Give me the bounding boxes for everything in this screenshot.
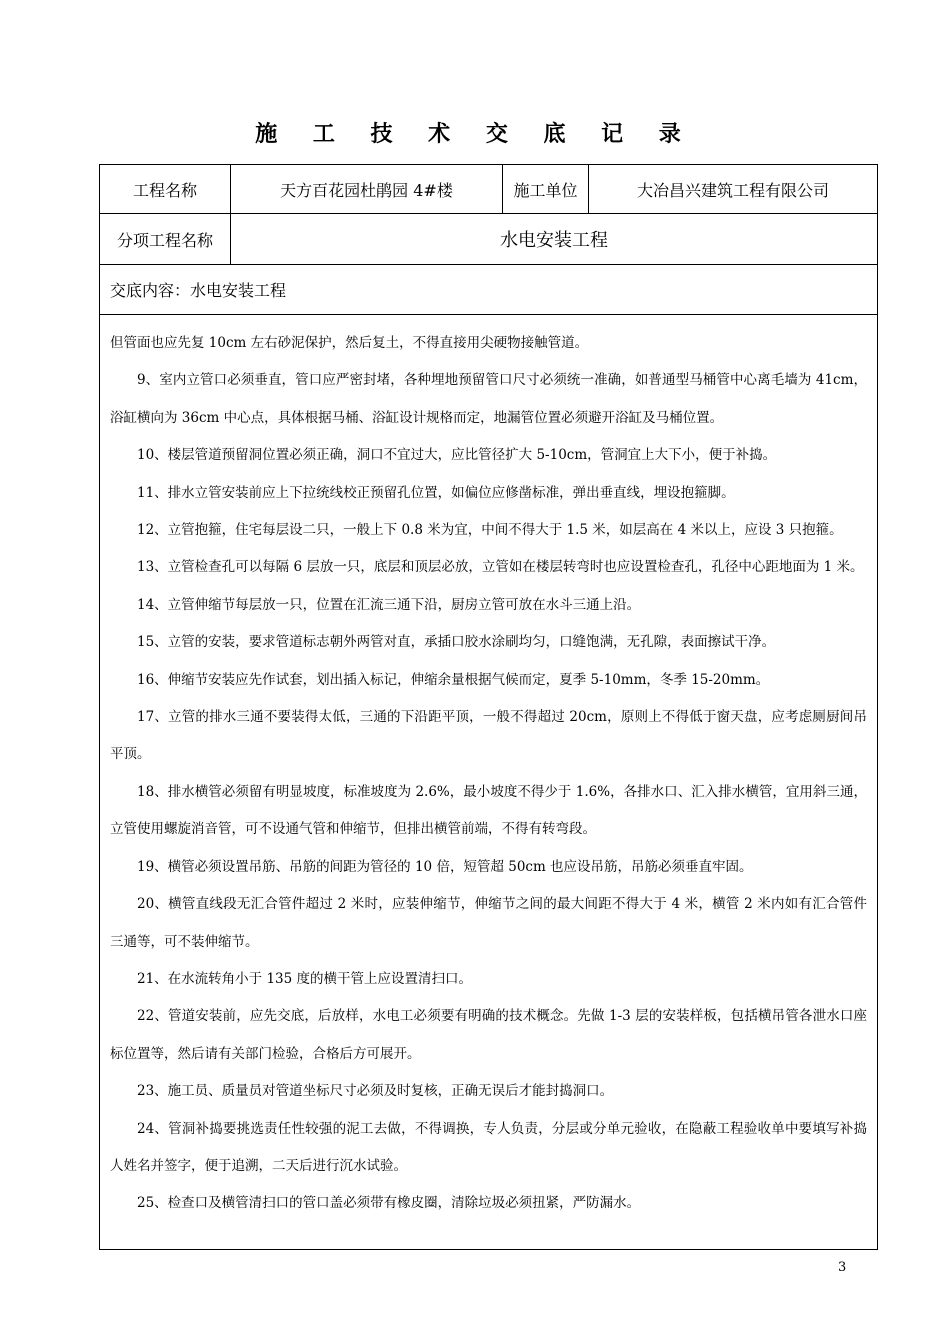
paragraph: 14、立管伸缩节每层放一只，位置在汇流三通下沿，厨房立管可放在水斗三通上沿。	[137, 596, 641, 613]
project-name-value: 天方百花园杜鹃园 4#楼	[231, 165, 503, 214]
project-name-label: 工程名称	[100, 165, 231, 214]
document-title: 施 工 技 术 交 底 记 录	[255, 121, 695, 147]
paragraph: 22、管道安装前，应先交底，后放样，水电工必须要有明确的技术概念。先做 1-3 层的安装样板，包括横吊管各泄水口座标位置等，然后请有关部门检验，合格后方可展开。	[110, 1008, 867, 1062]
paragraph: 11、排水立管安装前应上下拉统线校正预留孔位置，如偏位应修凿标准，弹出垂直线，埋设抱箍脚。	[137, 484, 735, 501]
subproject-label: 分项工程名称	[100, 214, 231, 265]
paragraph: 24、管洞补捣要挑选责任性较强的泥工去做，不得调换，专人负责，分层或分单元验收，在隐蔽工程验收单中要填写补捣人姓名并签字，便于追溯，二天后进行沉水试验。	[110, 1120, 867, 1174]
paragraph: 25、检查口及横管清扫口的管口盖必须带有橡皮圈，清除垃圾必须扭紧，严防漏水。	[137, 1195, 641, 1212]
paragraph: 13、立管检查孔可以每隔 6 层放一只，底层和顶层必放，立管如在楼层转弯时也应设置检查孔，孔径中心距地面为 1 米。	[137, 559, 864, 576]
paragraph: 但管面也应先复 10cm 左右砂泥保护，然后复土，不得直接用尖硬物接触管道。	[110, 335, 589, 351]
contractor-label: 施工单位	[503, 165, 589, 214]
page-number: 3	[838, 1260, 847, 1275]
contractor-value: 大冶昌兴建筑工程有限公司	[589, 165, 878, 214]
paragraph: 15、立管的安装，要求管道标志朝外两管对直，承插口胶水涂刷均匀，口缝饱满，无孔隙，表面擦试干净。	[137, 634, 776, 651]
paragraph: 9、室内立管口必须垂直，管口应严密封堵，各种埋地预留管口尺寸必须统一准确，如普通型马桶管中心离毛墙为 41cm，浴缸横向为 36cm 中心点，具体根据马桶、浴缸设计规格而定，地漏管位置必须避开浴缸及马桶位置。	[110, 372, 867, 426]
paragraph: 16、伸缩节安装应先作试套，划出插入标记，伸缩余量根据气候而定，夏季 5-10mm，冬季 15-20mm。	[137, 671, 770, 688]
content-body	[100, 315, 878, 1250]
content-label: 交底内容：水电安装工程	[100, 265, 878, 315]
paragraph: 19、横管必须设置吊筋、吊筋的间距为管径的 10 倍，短管超 50cm 也应设吊筋，吊筋必须垂直牢固。	[137, 858, 753, 875]
paragraph: 18、排水横管必须留有明显坡度，标准坡度为 2.6%，最小坡度不得少于 1.6%，各排水口、汇入排水横管，宜用斜三通，立管使用螺旋消音管，可不设通气管和伸缩节，但排出横管前端，不得有转弯段。	[110, 783, 867, 838]
subproject-value: 水电安装工程	[231, 214, 878, 265]
paragraph: 23、施工员、质量员对管道坐标尺寸必须及时复核，正确无误后才能封捣洞口。	[137, 1083, 614, 1100]
paragraph: 10、楼层管道预留洞位置必须正确，洞口不宜过大，应比管径扩大 5-10cm，管洞宜上大下小，便于补捣。	[137, 447, 777, 464]
paragraph: 21、在水流转角小于 135 度的横干管上应设置清扫口。	[137, 970, 473, 987]
paragraph: 20、横管直线段无汇合管件超过 2 米时，应装伸缩节，伸缩节之间的最大间距不得大于 4 米，横管 2 米内如有汇合管件三通等，可不装伸缩节。	[110, 896, 867, 950]
record-table	[99, 164, 878, 1250]
paragraph: 17、立管的排水三通不要装得太低，三通的下沿距平顶，一般不得超过 20cm，原则上不得低于窗天盘，应考虑厕厨间吊平顶。	[110, 709, 867, 763]
paragraph: 12、立管抱箍，住宅每层设二只，一般上下 0.8 米为宜，中间不得大于 1.5 米，如层高在 4 米以上，应设 3 只抱箍。	[137, 522, 843, 539]
